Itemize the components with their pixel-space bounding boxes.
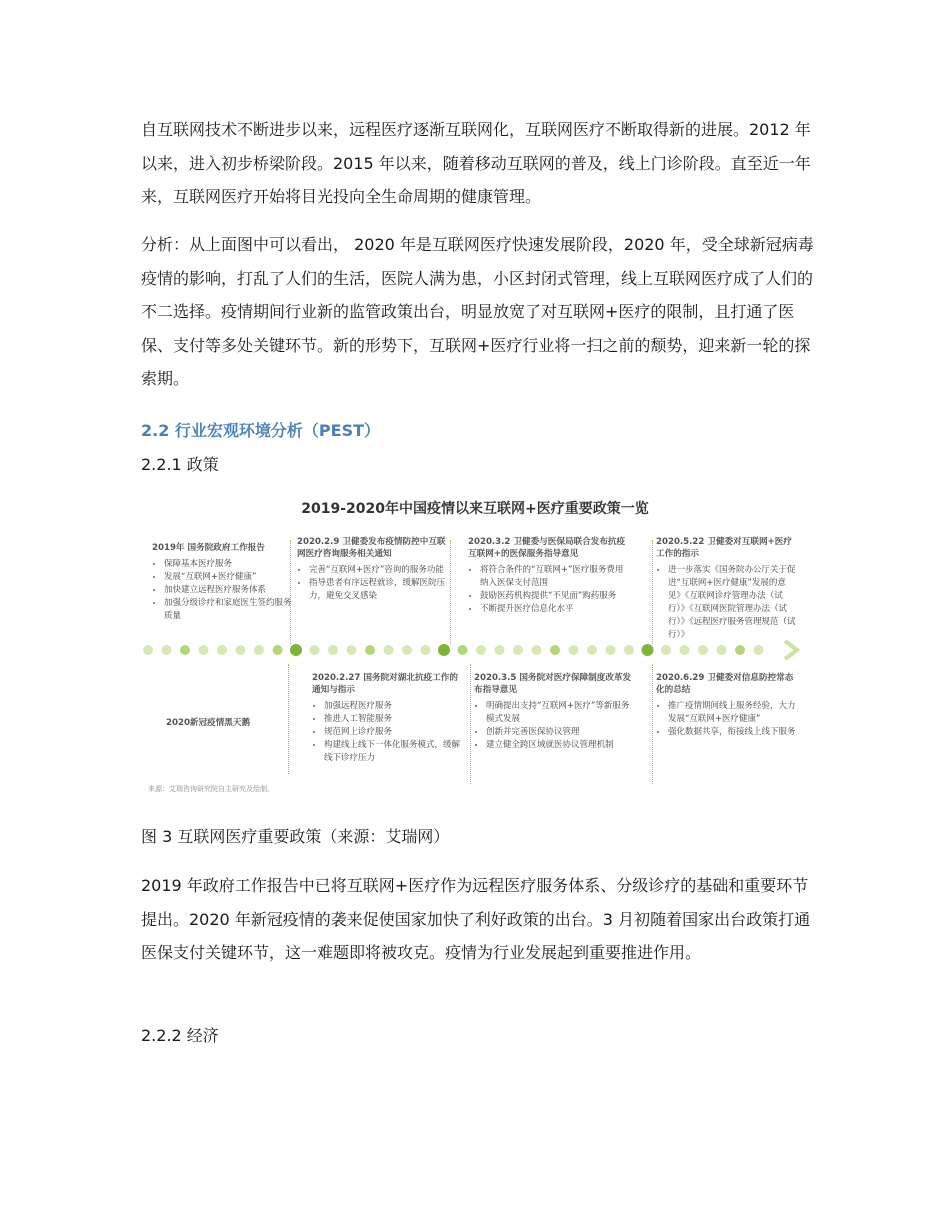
event-item: • 完善“互联网+医疗”咨询的服务功能 [309, 564, 447, 577]
event-item: • 明确提出支持“互联网+医疗”等新服务模式发展 [486, 700, 634, 726]
timeline-dot [569, 645, 579, 655]
connector-line [652, 540, 653, 644]
intro-paragraph: 自互联网技术不断进步以来，远程医疗逐渐互联网化，互联网医疗不断取得新的进展。2012 年以来，进入初步桥梁阶段。2015 年以来，随着移动互联网的普及，线上门诊阶段。直至近一年来，互联网医疗开始将目光投向全生命周期的健康管理。 [141, 120, 811, 206]
timeline-dot [698, 645, 708, 655]
timeline-dot [642, 644, 654, 656]
timeline-dot [384, 645, 394, 655]
timeline-dot [550, 645, 560, 655]
timeline-dot [310, 645, 320, 655]
timeline-dot [328, 645, 338, 655]
event-2020-5-22 [656, 536, 798, 642]
analysis-paragraph: 分析：从上面图中可以看出， 2020 年是互联网医疗快速发展阶段，2020 年，受全球新冠病毒疫情的影响，打乱了人们的生活，医院人满为患，小区封闭式管理，线上互联网医疗成了人们的不二选择。疫情期间行业新的监管政策出台，明显放宽了对互联网+医疗的限制，且打通了医保、支付等多处关键环节。新的形势下，互联网+医疗行业将一扫之前的颓势，迎来新一轮的探索期。 [141, 235, 814, 388]
timeline-dot [421, 645, 431, 655]
event-item: • 推广疫情期间线上服务经验，大力发展“互联网+医疗健康” [668, 700, 796, 726]
timeline-dot [143, 645, 153, 655]
connector-line [288, 664, 289, 774]
timeline-dot [217, 645, 227, 655]
timeline-arrow-icon [785, 641, 797, 659]
connector-line [450, 540, 451, 644]
event-item: • 加快建立远程医疗服务体系 [164, 584, 292, 597]
event-item: • 构建线上线下一体化服务模式，缓解线下诊疗压力 [324, 739, 462, 765]
timeline-dot [199, 645, 209, 655]
event-title: 2019年 国务院政府工作报告 [152, 543, 265, 553]
figure-title: 2019-2020年中国疫情以来互联网+医疗重要政策一览 [301, 501, 649, 517]
timeline-dot [495, 645, 505, 655]
event-item: • 规范网上诊疗服务 [324, 726, 462, 739]
event-2020-6-29 [656, 672, 796, 739]
figure-source-note: 来源：艾瑞咨询研究院自主研究及绘制。 [148, 785, 274, 793]
event-title: 2020.3.5 国务院对医疗保障制度改革发布指导意见 [474, 673, 632, 695]
timeline-track [140, 638, 810, 662]
event-item: • 加强分级诊疗和家庭医生签约服务质量 [164, 597, 292, 623]
event-item: • 发展“互联网+医疗健康” [164, 571, 292, 584]
event-2020-2-9 [297, 536, 447, 603]
event-item: • 保障基本医疗服务 [164, 558, 292, 571]
figure-caption: 图 3 互联网医疗重要政策（来源：艾瑞网） [141, 827, 450, 846]
covid-black-swan-label: 2020新冠疫情黑天鹅 [166, 718, 251, 728]
event-title: 2020.2.27 国务院对湖北抗疫工作的通知与指示 [312, 673, 458, 695]
timeline-dot [254, 645, 264, 655]
timeline-dot [735, 645, 745, 655]
timeline-dot [587, 645, 597, 655]
timeline-dot [680, 645, 690, 655]
event-title: 2020.6.29 卫健委对信息防控常态化的总结 [656, 673, 794, 695]
event-title: 2020.3.2 卫健委与医保局联合发布抗疫互联网+的医保服务指导意见 [468, 537, 626, 559]
policy-timeline-figure [140, 488, 810, 796]
timeline-dot [754, 645, 764, 655]
event-2020-2-27 [312, 672, 462, 765]
event-item: • 强化数据共享，衔接线上线下服务 [668, 726, 796, 739]
policy-summary-paragraph: 2019 年政府工作报告中已将互联网+医疗作为远程医疗服务体系、分级诊疗的基础和重要环节提出。2020 年新冠疫情的袭来促使国家加快了利好政策的出台。3 月初随着国家出台政策打通医保支付关键环节，这一难题即将被攻克。疫情为行业发展起到重要推进作用。 [141, 876, 811, 962]
timeline-dot [290, 644, 302, 656]
timeline-dot [624, 645, 634, 655]
event-item: • 将符合条件的“互联网+”医疗服务费用纳入医保支付范围 [480, 564, 628, 590]
connector-line [470, 664, 471, 784]
event-2019-report [152, 542, 292, 623]
timeline-dot [661, 645, 671, 655]
section-heading: 2.2 行业宏观环境分析（PEST） [141, 421, 381, 440]
subsection-economy-heading: 2.2.2 经济 [141, 1026, 219, 1045]
event-item: • 推进人工智能服务 [324, 713, 462, 726]
event-item: • 创新并完善医保协议管理 [486, 726, 634, 739]
timeline-dot [717, 645, 727, 655]
timeline-dot [606, 645, 616, 655]
timeline-dot [513, 645, 523, 655]
subsection-policy-heading: 2.2.1 政策 [141, 455, 219, 474]
event-title: 2020.5.22 卫健委对互联网+医疗工作的指示 [656, 537, 792, 559]
event-2020-3-5 [474, 672, 634, 752]
timeline-dot [402, 645, 412, 655]
event-item: • 进一步落实《国务院办公厅关于促进“互联网+医疗健康”发展的意见》《互联网诊疗管理办法（试行）》《互联网医院管理办法（试行）》《远程医疗服务管理规范（试行）》 [668, 564, 798, 642]
timeline-dot [476, 645, 486, 655]
timeline-dot [162, 645, 172, 655]
event-item: • 加强远程医疗服务 [324, 700, 462, 713]
event-item: • 鼓励医药机构提供“不见面”购药服务 [480, 590, 628, 603]
timeline-dot [365, 645, 375, 655]
event-item: • 不断提升医疗信息化水平 [480, 603, 628, 616]
event-title: 2020.2.9 卫健委发布疫情防控中互联网医疗咨询服务相关通知 [297, 537, 446, 559]
timeline-dot [458, 645, 468, 655]
connector-line [652, 664, 653, 784]
event-item: • 指导患者有序远程就诊，缓解医院压力，避免交叉感染 [309, 577, 447, 603]
timeline-dot [180, 645, 190, 655]
timeline-dot [273, 645, 283, 655]
timeline-dot [438, 644, 450, 656]
timeline-dot [532, 645, 542, 655]
event-item: • 建立健全跨区域就医协议管理机制 [486, 739, 634, 752]
timeline-dot [347, 645, 357, 655]
event-2020-3-2 [468, 536, 628, 616]
timeline-dot [236, 645, 246, 655]
